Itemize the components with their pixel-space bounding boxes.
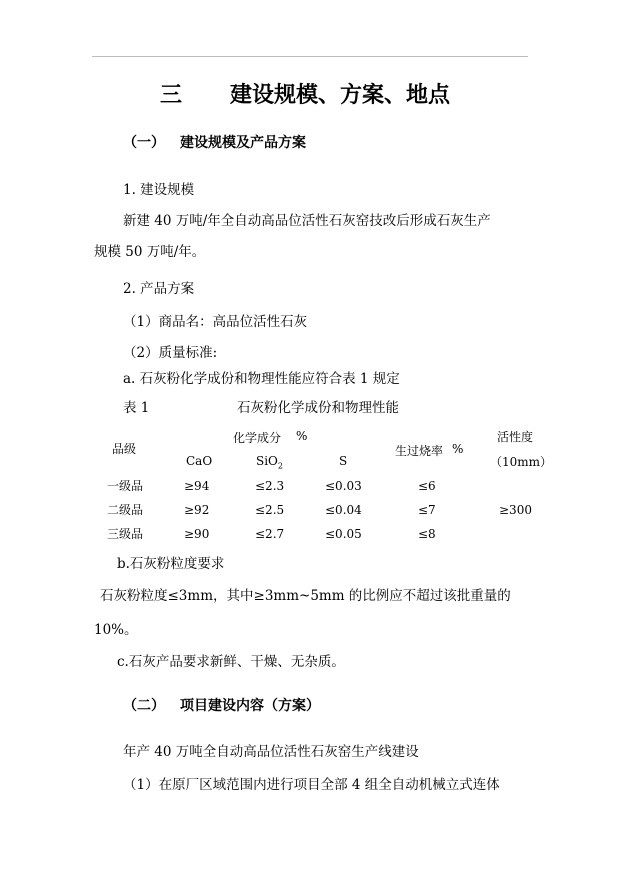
table-caption: 石灰粉化学成份和物理性能 — [237, 400, 399, 416]
header-chem: 化学成分 — [233, 431, 282, 445]
table-activity-value: ≥300 — [499, 503, 532, 517]
table-row-3-grade: 三级品 — [107, 527, 144, 541]
table-row-3-burn: ≤8 — [418, 527, 436, 541]
header-grade: 品级 — [112, 442, 137, 456]
header-percent: % — [296, 429, 308, 443]
header-sio2: SiO$_2$ — [256, 454, 283, 471]
table-row-1-grade: 一级品 — [107, 479, 144, 493]
section1-number: （一） — [123, 135, 165, 151]
section2-number: （二） — [123, 698, 165, 714]
item1-line1: 新建 40 万吨/年全自动高品位活性石灰窑技改后形成石灰生产 — [123, 213, 491, 229]
table-row-1-cao: ≥94 — [184, 479, 210, 493]
chapter-title: 建设规模、方案、地点 — [230, 83, 451, 108]
table-row-3-cao: ≥90 — [184, 527, 210, 541]
header-burn-percent: % — [452, 442, 464, 456]
table-row-1-sio2: ≤2.3 — [255, 479, 285, 493]
quality-standard: （2）质量标准: — [123, 345, 218, 361]
header-burn: 生过烧率 — [395, 444, 444, 458]
table-label: 表 1 — [123, 400, 150, 416]
requirement-a: a. 石灰粉化学成份和物理性能应符合表 1 规定 — [123, 371, 400, 387]
item1-heading: 1. 建设规模 — [123, 182, 195, 198]
header-cao: CaO — [186, 454, 213, 468]
section2-title: 项目建设内容（方案） — [180, 698, 320, 714]
header-rule — [92, 56, 528, 57]
requirement-c: c.石灰产品要求新鲜、干燥、无杂质。 — [117, 654, 345, 670]
requirement-b-line2: 10%。 — [94, 622, 138, 638]
requirement-b-heading: b.石灰粉粒度要求 — [117, 556, 225, 572]
content-line1: 年产 40 万吨全自动高品位活性石灰窑生产线建设 — [123, 744, 419, 760]
header-activity: 活性度 — [497, 430, 534, 444]
item1-line2: 规模 50 万吨/年。 — [94, 244, 206, 260]
requirement-b-line1: 石灰粉粒度≤3mm，其中≥3mm~5mm 的比例应不超过该批重量的 — [100, 588, 511, 604]
product-name: （1）商品名：高品位活性石灰 — [123, 314, 308, 330]
chapter-number: 三 — [160, 83, 183, 108]
table-row-2-burn: ≤7 — [418, 503, 436, 517]
table-row-1-s: ≤0.03 — [325, 479, 362, 493]
table-row-2-sio2: ≤2.5 — [255, 503, 285, 517]
table-row-1-burn: ≤6 — [418, 479, 436, 493]
section1-title: 建设规模及产品方案 — [180, 135, 306, 151]
item2-heading: 2. 产品方案 — [123, 281, 195, 297]
table-row-2-cao: ≥92 — [184, 503, 210, 517]
table-row-3-sio2: ≤2.7 — [255, 527, 285, 541]
table-row-3-s: ≤0.05 — [325, 527, 362, 541]
content-line2: （1）在原厂区域范围内进行项目全部 4 组全自动机械立式连体 — [123, 777, 500, 793]
table-row-2-grade: 二级品 — [107, 503, 144, 517]
table-row-2-s: ≤0.04 — [325, 503, 362, 517]
header-s: S — [339, 454, 348, 468]
header-activity-unit: （10mm） — [490, 455, 553, 469]
